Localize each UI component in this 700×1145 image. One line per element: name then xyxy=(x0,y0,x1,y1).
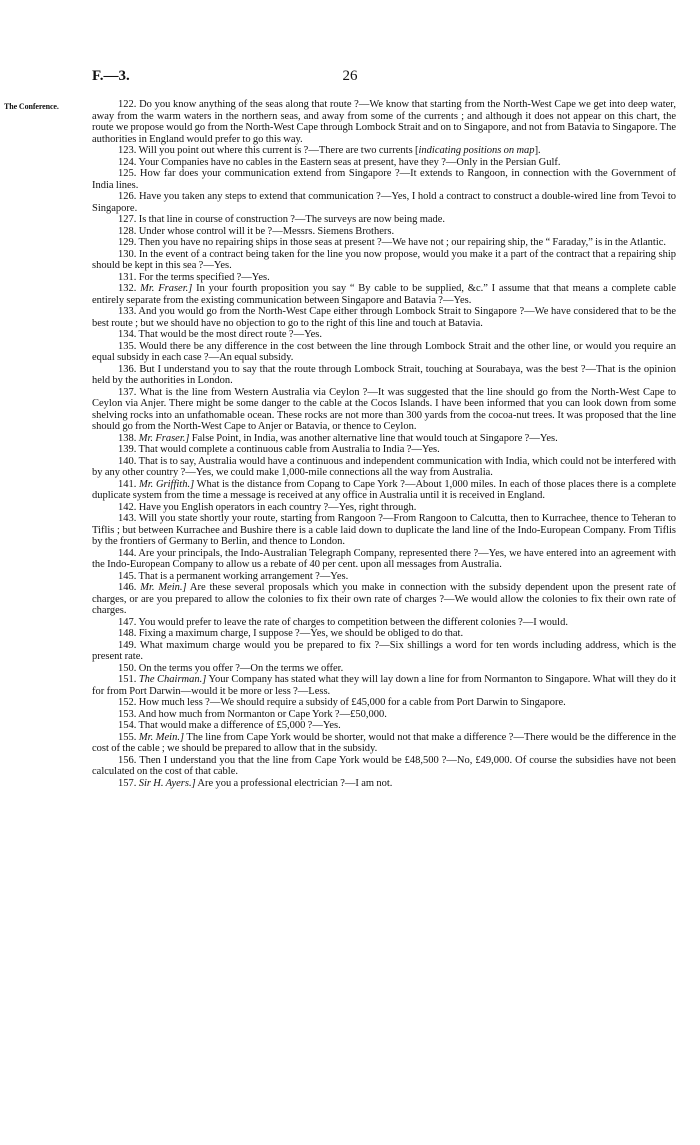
question-number: 130. xyxy=(118,248,137,260)
question-text: On the terms you offer ?—On the terms we offer. xyxy=(138,662,344,674)
question-paragraph xyxy=(92,502,676,514)
question-text: In the event of a contract being taken for the line you now propose, would you make it a part of the contract that a repairing ship should be kept in this sea ?—Yes. xyxy=(92,248,676,271)
question-text: But I understand you to say that the route through Lombock Strait, touching at Sourabaya, was the best ?—That is the opinion held by the authorities in London. xyxy=(92,363,676,386)
question-number: 153. xyxy=(118,708,137,720)
question-text: Are you a professional electrician ?—I am not. xyxy=(197,777,393,789)
question-paragraph xyxy=(92,778,676,790)
question-text: That is to say, Australia would have a continuous and independent communication with India, which could not be interfered with by any other country ?—Yes, we could make 1,000-mile connections all the way from Australia. xyxy=(92,455,676,478)
question-number: 152. xyxy=(118,697,137,708)
question-text: Have you taken any steps to extend that communication ?—Yes, I hold a contract to construct a double-wired line from Tevoi to Singapore. xyxy=(92,191,676,214)
question-number: 135. xyxy=(118,340,137,352)
question-text: Fixing a maximum charge, I suppose ?—Yes, we should be obliged to do that. xyxy=(138,628,464,639)
question-text: That would complete a continuous cable from Australia to India ?—Yes. xyxy=(138,444,440,455)
question-text: Do you know anything of the seas along that route ?—We know that starting from the North-West Cape we get into deep water, away from the warm waters in the northern seas, and away from some of the currents ; and although it does not appear on this chart, the route we propose would go from the North-West Cape through Lombock Strait and on to Singapore, and not from Batavia to Singapore. The authorities in England would prefer to go this way. xyxy=(92,99,677,145)
question-text-end: ]. xyxy=(534,145,541,156)
question-number: 150. xyxy=(118,662,137,674)
margin-note: The Conference. xyxy=(4,102,59,111)
question-paragraph xyxy=(92,755,676,778)
minutes-body xyxy=(92,99,676,789)
question-paragraph xyxy=(92,329,676,341)
question-text: That is a permanent working arrangement ?—Yes. xyxy=(138,570,349,582)
question-text: How far does your communication extend from Singapore ?—It extends to Rangoon, in connection with the Government of India lines. xyxy=(92,168,676,191)
question-paragraph xyxy=(92,237,676,249)
question-paragraph xyxy=(92,249,676,272)
question-paragraph xyxy=(92,697,676,709)
question-text: False Point, in India, was another alternative line that would touch at Singapore ?—Yes. xyxy=(191,432,558,444)
question-number: 129. xyxy=(118,237,137,248)
question-paragraph xyxy=(92,456,676,479)
question-paragraph xyxy=(92,444,676,456)
question-number: 125. xyxy=(118,168,137,179)
speaker-name: Mr. Griffith.] xyxy=(139,478,195,490)
question-paragraph xyxy=(92,387,676,433)
question-paragraph xyxy=(92,628,676,640)
document-code: F.—3. xyxy=(92,68,130,84)
speaker-name: Sir H. Ayers.] xyxy=(138,777,196,789)
question-number: 133. xyxy=(118,306,137,317)
question-number: 147. xyxy=(118,616,137,628)
question-text: Would there be any difference in the cost between the line through Lombock Strait and the other line, or would you require an equal subsidy in each case ?—An equal subsidy. xyxy=(92,340,676,363)
question-text: Your Company has stated what they will lay down a line for from Normanton to Singapore. What will they do it for from Port Darwin—would it be more or less ?—Less. xyxy=(92,674,677,697)
question-number: 141. xyxy=(118,478,137,490)
question-paragraph xyxy=(92,720,676,732)
question-paragraph xyxy=(92,364,676,387)
question-number: 156. xyxy=(118,754,137,766)
question-paragraph xyxy=(92,732,676,755)
question-text: Will you point out where this current is ?—There are two currents [ xyxy=(138,145,419,156)
question-text: What is the line from Western Australia via Ceylon ?—It was suggested that the line should go from the North-West Cape to Ceylon via Anjer. There might be some danger to the cable at the Cocos Islands. I have been informed that you can look down from some shelving rocks into an unfathomable ocean. These rocks are not more than 300 yards from the cocoa-nut trees. It was proposed that the line should go from the North-West Cape to Anjer or Batavia, or thence to Ceylon. xyxy=(92,386,676,432)
question-text: What is the distance from Copang to Cape York ?—About 1,000 miles. In each of those places there is a complete duplicate system from the time a message is received at any office in Australia until it is received in England. xyxy=(92,478,676,501)
question-text: Under whose control will it be ?—Messrs. Siemens Brothers. xyxy=(138,225,395,237)
question-number: 148. xyxy=(118,628,137,639)
question-number: 124. xyxy=(118,156,137,168)
question-paragraph xyxy=(92,582,676,617)
question-paragraph xyxy=(92,283,676,306)
speaker-name: The Chairman.] xyxy=(138,674,207,685)
question-paragraph xyxy=(92,214,676,226)
question-number: 132. xyxy=(118,283,137,294)
speaker-name: Mr. Fraser.] xyxy=(140,283,193,294)
question-number: 140. xyxy=(118,455,137,467)
question-text: Have you English operators in each country ?—Yes, right through. xyxy=(138,501,417,513)
question-paragraph xyxy=(92,709,676,721)
question-number: 143. xyxy=(118,513,137,524)
question-number: 128. xyxy=(118,225,137,237)
question-text: And how much from Normanton or Cape York ?—£50,000. xyxy=(138,708,387,720)
speaker-name: Mr. Fraser.] xyxy=(138,432,190,444)
question-text: How much less ?—We should require a subsidy of £45,000 for a cable from Port Darwin to Singapore. xyxy=(138,697,566,708)
question-text: Is that line in course of construction ?—The surveys are now being made. xyxy=(138,214,446,225)
question-paragraph xyxy=(92,571,676,583)
question-number: 138. xyxy=(118,432,137,444)
question-text: That would be the most direct route ?—Yes. xyxy=(138,329,322,340)
question-number: 126. xyxy=(118,191,137,202)
question-paragraph xyxy=(92,674,676,697)
question-text: That would make a difference of £5,000 ?—Yes. xyxy=(138,720,341,731)
speaker-name: Mr. Mein.] xyxy=(138,731,185,743)
question-number: 151. xyxy=(118,674,137,685)
question-number: 137. xyxy=(118,386,137,398)
question-paragraph xyxy=(92,640,676,663)
question-number: 157. xyxy=(118,777,137,789)
question-text: Your Companies have no cables in the Eastern seas at present, have they ?—Only in the Persian Gulf. xyxy=(138,156,561,168)
page-number: 26 xyxy=(342,68,358,84)
question-paragraph xyxy=(92,341,676,364)
question-number: 144. xyxy=(118,547,137,559)
question-number: 136. xyxy=(118,363,137,375)
question-text: Will you state shortly your route, starting from Rangoon ?—From Rangoon to Calcutta, then to Kurrachee, thence to Teheran to Tiflis ; but between Kurrachee and Bushire there is a cable laid down to duplicate the land line of the Indo-European Company. From Tiflis by the frontiers of Germany to Berlin, and thence to London. xyxy=(92,513,676,547)
question-paragraph xyxy=(92,306,676,329)
question-paragraph xyxy=(92,479,676,502)
question-paragraph xyxy=(92,226,676,238)
question-text: What maximum charge would you be prepared to fix ?—Six shillings a word for ten words including address, which is the present rate. xyxy=(92,639,677,662)
question-number: 122. xyxy=(118,99,137,110)
question-number: 149. xyxy=(118,639,137,651)
question-number: 154. xyxy=(118,720,137,731)
question-paragraph xyxy=(92,433,676,445)
question-text: Then you have no repairing ships in those seas at present ?—We have not ; our repairing ship, the “ Faraday,” is in the Atlantic. xyxy=(138,237,667,248)
question-paragraph xyxy=(92,99,676,145)
question-text: Are these several proposals which you make in connection with the subsidy dependent upon the present rate of charges, or are you prepared to allow the colonies to fix their own rate of charges ?—We would allow the colonies to fix their own rate of charges. xyxy=(92,582,677,616)
question-paragraph xyxy=(92,191,676,214)
question-number: 134. xyxy=(118,329,137,340)
question-number: 142. xyxy=(118,501,137,513)
question-paragraph xyxy=(92,617,676,629)
stage-direction: indicating positions on map xyxy=(418,145,535,156)
question-text: For the terms specified ?—Yes. xyxy=(138,271,270,283)
question-number: 123. xyxy=(118,145,137,156)
question-text: In your fourth proposition you say “ By cable to be supplied, &c.” I assume that that means a complete cable entirely separate from the existing communication between Singapore and Batavia ?—Yes. xyxy=(92,283,676,306)
question-number: 131. xyxy=(118,271,137,283)
question-number: 145. xyxy=(118,570,137,582)
question-number: 139. xyxy=(118,444,137,455)
question-paragraph xyxy=(92,272,676,284)
question-number: 155. xyxy=(118,731,137,743)
question-text: And you would go from the North-West Cape either through Lombock Strait to Singapore ?—We have considered that to be the best route ; but we should have no objection to go to the right of this line and touch at Batavia. xyxy=(92,306,677,329)
question-text: Are your principals, the Indo-Australian Telegraph Company, represented there ?—Yes, we have entered into an agreement with the Indo-European Company to allow us a rebate of 40 per cent. upon all messages from Australia. xyxy=(92,547,677,570)
question-paragraph xyxy=(92,513,676,548)
speaker-name: Mr. Mein.] xyxy=(140,582,187,593)
question-paragraph xyxy=(92,663,676,675)
question-paragraph xyxy=(92,145,676,157)
question-text: You would prefer to leave the rate of charges to competition between the different colonies ?—I would. xyxy=(138,616,568,628)
question-text: Then I understand you that the line from Cape York would be £48,500 ?—No, £49,000. Of course the subsidies have not been calculated on the cost of that cable. xyxy=(92,754,676,777)
question-paragraph xyxy=(92,548,676,571)
question-number: 127. xyxy=(118,214,137,225)
question-paragraph xyxy=(92,168,676,191)
question-paragraph xyxy=(92,157,676,169)
question-number: 146. xyxy=(118,582,137,593)
question-text: The line from Cape York would be shorter, would not that make a difference ?—There would be the difference in the cost of the cable ; we should be prepared to allow that in the subsidy. xyxy=(92,731,677,754)
